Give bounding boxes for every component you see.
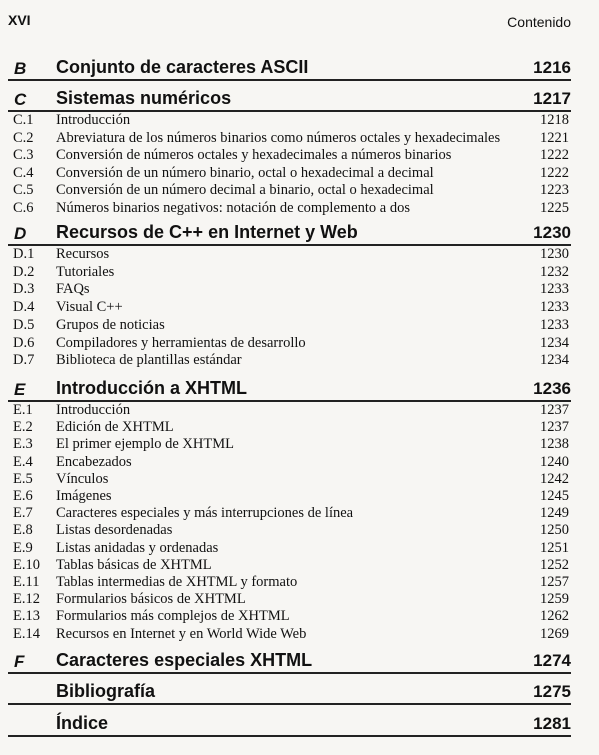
entry-title: Introducción [56, 402, 131, 418]
entry-page: 1252 [540, 556, 569, 573]
toc-entry[interactable] [0, 146, 599, 164]
toc-entry[interactable] [0, 607, 599, 625]
toc-entry[interactable] [0, 334, 599, 352]
entry-page: 1237 [540, 402, 569, 418]
chapter-title: Índice [56, 713, 109, 733]
entry-page: 1249 [540, 505, 569, 522]
entry-number: D.7 [13, 352, 35, 369]
entry-number: E.14 [13, 625, 40, 642]
entry-page: 1223 [540, 182, 569, 198]
entry-page: 1230 [540, 246, 569, 262]
chapter-letter: F [14, 652, 25, 671]
toc-entry[interactable] [0, 280, 599, 298]
toc-entry[interactable] [0, 199, 599, 217]
entry-page: 1234 [540, 334, 569, 351]
entry-number: E.2 [13, 419, 33, 436]
toc-entry[interactable] [0, 263, 599, 281]
entry-page: 1269 [540, 625, 569, 642]
chapter-page: 1230 [533, 223, 571, 242]
entry-page: 1262 [540, 608, 569, 625]
entry-page: 1225 [540, 199, 569, 216]
entry-number: E.7 [13, 505, 33, 522]
running-header: Contenido [507, 14, 571, 30]
toc-entry[interactable] [0, 539, 599, 557]
entry-number: C.2 [13, 129, 34, 146]
entry-title: Recursos en Internet y en World Wide Web [56, 625, 307, 642]
entry-number: D.4 [13, 299, 35, 316]
entry-title: Compiladores y herramientas de desarrollo [56, 334, 306, 351]
entry-title: Tablas intermedias de XHTML y formato [56, 574, 298, 590]
entry-page: 1250 [540, 522, 569, 539]
entry-number: E.4 [13, 453, 33, 470]
chapter-heading[interactable] [0, 88, 599, 110]
toc-entry[interactable] [0, 401, 599, 419]
entry-number: C.1 [13, 112, 34, 128]
entry-page: 1240 [540, 453, 569, 470]
entry-number: E.10 [13, 556, 40, 573]
chapter-rule [8, 703, 571, 705]
chapter-heading[interactable] [0, 222, 599, 244]
toc-entry[interactable] [0, 111, 599, 129]
entry-title: Visual C++ [56, 299, 123, 316]
entry-number: C.3 [13, 147, 34, 163]
chapter-title: Caracteres especiales XHTML [56, 650, 313, 670]
chapter-page: 1281 [533, 714, 571, 733]
toc-entry[interactable] [0, 245, 599, 263]
toc-entry[interactable] [0, 316, 599, 334]
toc-entry[interactable] [0, 470, 599, 488]
entry-title: Biblioteca de plantillas estándar [56, 352, 242, 369]
entry-page: 1221 [540, 129, 569, 146]
toc-entry[interactable] [0, 504, 599, 522]
toc-entry[interactable] [0, 453, 599, 471]
chapter-page: 1217 [533, 89, 571, 108]
entry-number: E.3 [13, 436, 33, 453]
entry-title: Formularios más complejos de XHTML [56, 608, 290, 625]
chapter-rule [8, 79, 571, 81]
toc-entry[interactable] [0, 625, 599, 643]
chapter-heading[interactable] [0, 681, 599, 703]
entry-number: D.2 [13, 263, 35, 280]
chapter-title: Conjunto de caracteres ASCII [56, 57, 309, 77]
toc-entry[interactable] [0, 181, 599, 199]
entry-number: E.13 [13, 608, 40, 625]
entry-title: Introducción [56, 112, 131, 128]
toc-entry[interactable] [0, 298, 599, 316]
entry-number: D.1 [13, 246, 35, 262]
toc-entry[interactable] [0, 164, 599, 182]
entry-title: Listas anidadas y ordenadas [56, 539, 219, 556]
chapter-heading[interactable] [0, 57, 599, 79]
entry-page: 1233 [540, 299, 569, 316]
entry-page: 1233 [540, 316, 569, 333]
page-number-roman: XVI [8, 12, 31, 28]
entry-title: Tutoriales [56, 263, 115, 280]
entry-number: E.9 [13, 539, 33, 556]
chapter-letter: B [14, 59, 27, 78]
chapter-page: 1274 [533, 651, 571, 670]
toc-entry[interactable] [0, 435, 599, 453]
entry-number: C.4 [13, 164, 34, 181]
entry-page: 1222 [540, 147, 569, 163]
entry-page: 1218 [540, 112, 569, 128]
entry-title: Encabezados [56, 453, 132, 470]
entry-title: Grupos de noticias [56, 316, 165, 333]
chapter-page: 1275 [533, 682, 571, 701]
entry-title: Tablas básicas de XHTML [56, 556, 212, 573]
entry-page: 1257 [540, 574, 569, 590]
entry-title: Abreviatura de los números binarios como números octales y hexadecimales [56, 129, 501, 146]
entry-number: E.6 [13, 488, 33, 504]
toc-entry[interactable] [0, 129, 599, 147]
entry-title: Conversión de un número binario, octal o hexadecimal a decimal [56, 164, 434, 181]
entry-title: Conversión de un número decimal a binario, octal o hexadecimal [56, 182, 434, 198]
chapter-rule [8, 672, 571, 674]
entry-title: Recursos [56, 246, 110, 262]
entry-title: Vínculos [56, 470, 109, 487]
chapter-heading[interactable] [0, 713, 599, 735]
entry-title: FAQs [56, 281, 90, 298]
entry-number: E.5 [13, 470, 33, 487]
chapter-letter: E [14, 380, 26, 399]
entry-page: 1234 [540, 352, 569, 369]
entry-title: Caracteres especiales y más interrupciones de línea [56, 505, 354, 522]
toc-entry[interactable] [0, 556, 599, 574]
toc-entry[interactable] [0, 521, 599, 539]
entry-number: C.6 [13, 199, 34, 216]
toc-entry[interactable] [0, 487, 599, 505]
entry-title: Imágenes [56, 488, 112, 504]
entry-number: E.12 [13, 591, 40, 608]
chapter-title: Sistemas numéricos [56, 88, 232, 108]
entry-page: 1259 [540, 591, 569, 608]
entry-number: D.6 [13, 334, 35, 351]
entry-page: 1237 [540, 419, 569, 436]
toc-entry[interactable] [0, 573, 599, 591]
entry-number: E.1 [13, 402, 33, 418]
entry-number: D.3 [13, 281, 35, 298]
chapter-page: 1236 [533, 379, 571, 398]
chapter-heading[interactable] [0, 378, 599, 400]
entry-page: 1245 [540, 488, 569, 504]
chapter-title: Recursos de C++ en Internet y Web [56, 222, 358, 242]
chapter-letter: C [14, 90, 27, 109]
chapter-page: 1216 [533, 58, 571, 77]
chapter-title: Introducción a XHTML [56, 378, 247, 398]
chapter-rule [8, 735, 571, 737]
chapter-title: Bibliografía [56, 681, 156, 701]
entry-number: C.5 [13, 182, 34, 198]
toc-entry[interactable] [0, 351, 599, 369]
chapter-heading[interactable] [0, 650, 599, 672]
entry-page: 1238 [540, 436, 569, 453]
entry-title: Conversión de números octales y hexadecimales a números binarios [56, 147, 452, 163]
entry-number: E.8 [13, 522, 33, 539]
entry-page: 1233 [540, 281, 569, 298]
entry-title: Formularios básicos de XHTML [56, 591, 246, 608]
entry-page: 1232 [540, 263, 569, 280]
entry-title: El primer ejemplo de XHTML [56, 436, 234, 453]
entry-page: 1251 [540, 539, 569, 556]
entry-number: D.5 [13, 316, 35, 333]
toc-entry[interactable] [0, 418, 599, 436]
entry-page: 1222 [540, 164, 569, 181]
entry-number: E.11 [13, 574, 40, 590]
entry-page: 1242 [540, 470, 569, 487]
entry-title: Números binarios negativos: notación de complemento a dos [56, 199, 410, 216]
entry-title: Listas desordenadas [56, 522, 173, 539]
chapter-letter: D [14, 224, 27, 243]
toc-entry[interactable] [0, 590, 599, 608]
entry-title: Edición de XHTML [56, 419, 174, 436]
